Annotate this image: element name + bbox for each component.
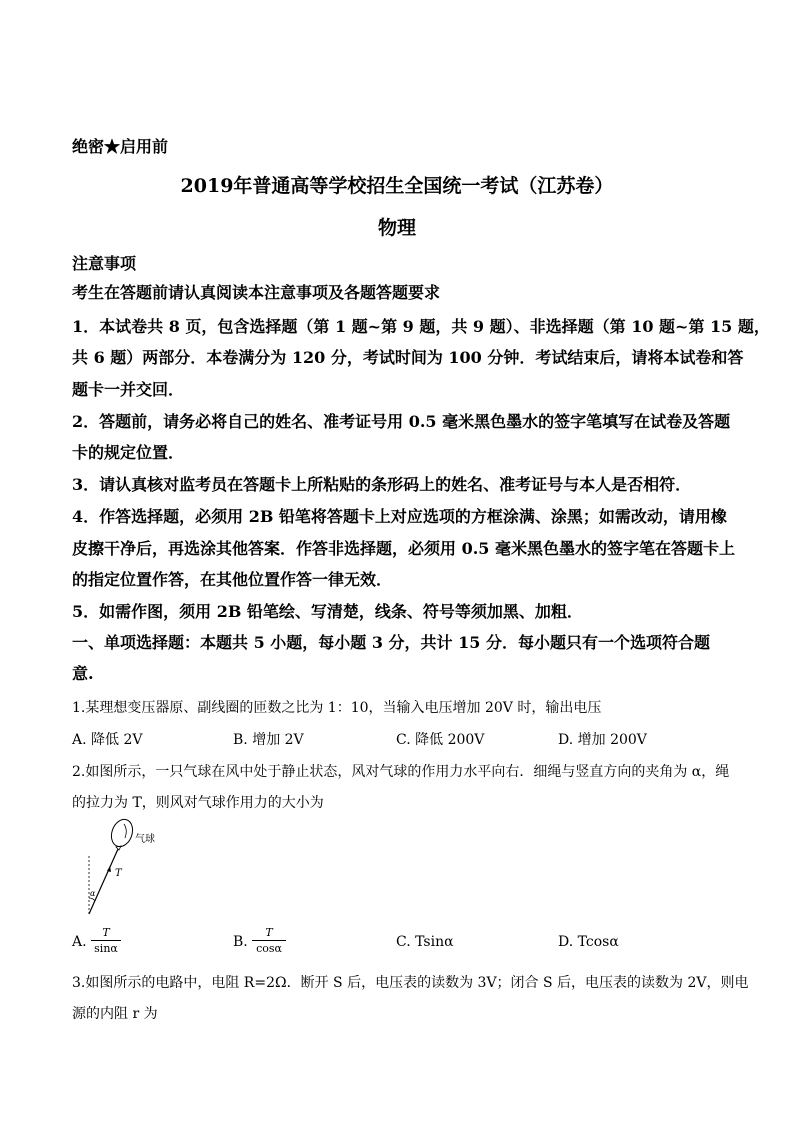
notice-line: 5．如需作图，须用 2B 铅笔绘、写清楚，线条、符号等须加黑、加粗．	[72, 602, 583, 621]
balloon-figure	[80, 814, 190, 920]
q2-option-c: C. Tsinα	[396, 934, 454, 950]
q2-option-a-fraction	[91, 926, 121, 955]
notice-line: 皮擦干净后，再选涂其他答案．作答非选择题，必须用 0.5 毫米黑色墨水的签字笔在答题卡上	[72, 539, 735, 558]
question-3-stem: 3.如图所示的电路中，电阻 R=2Ω．断开 S 后，电压表的读数为 3V；闭合 S 后，电压表的读数为 2V，则电	[72, 975, 749, 991]
question-2-stem: 2.如图所示，一只气球在风中处于静止状态，风对气球的作用力水平向右．细绳与竖直方向的夹角为 α，绳	[72, 764, 730, 780]
section-heading: 意.	[72, 664, 94, 683]
notice-line: 的指定位置作答，在其他位置作答一律无效．	[72, 570, 393, 589]
section-heading: 一、单项选择题：本题共 5 小题，每小题 3 分，共计 15 分．每小题只有一个选项符合题	[72, 633, 710, 652]
fraction-numerator: T	[265, 926, 273, 939]
notice-heading: 注意事项	[72, 254, 137, 273]
exam-title: 2019年普通高等学校招生全国统一考试（江苏卷）	[180, 175, 614, 197]
notice-intro: 考生在答题前请认真阅读本注意事项及各题答题要求	[72, 283, 441, 302]
q1-option-c: C. 降低 200V	[396, 732, 485, 748]
fraction-bar	[252, 940, 286, 941]
fraction-denominator: cosα	[256, 942, 282, 955]
fraction-denominator: sinα	[94, 942, 118, 955]
angle-label: α	[90, 889, 96, 898]
notice-line: 3．请认真核对监考员在答题卡上所粘贴的条形码上的姓名、准考证号与本人是否相符．	[72, 475, 692, 494]
notice-line: 卡的规定位置．	[72, 443, 185, 462]
question-1-stem: 1.某理想变压器原、副线圈的匝数之比为 1：10，当输入电压增加 20V 时，输出电压	[72, 700, 602, 716]
notice-line: 题卡一并交回．	[72, 380, 185, 399]
q2-option-d: D. Tcosα	[558, 934, 619, 950]
secret-label: 绝密★启用前	[72, 137, 169, 156]
notice-line: 1．本试卷共 8 页，包含选择题（第 1 题~第 9 题，共 9 题）、非选择题（第 10 题~第 15 题，	[72, 317, 770, 336]
tension-label: T	[115, 868, 122, 879]
q1-option-d: D. 增加 200V	[558, 732, 647, 748]
q2-option-a-label: A.	[72, 934, 87, 950]
notice-line: 共 6 题）两部分．本卷满分为 120 分，考试时间为 100 分钟．考试结束后，请将本试卷和答	[72, 348, 744, 367]
question-2-stem: 的拉力为 T，则风对气球作用力的大小为	[72, 795, 324, 811]
fraction-bar	[91, 940, 121, 941]
q1-option-b: B. 增加 2V	[233, 732, 304, 748]
notice-line: 4．作答选择题，必须用 2B 铅笔将答题卡上对应选项的方框涂满、涂黑；如需改动，请用橡	[72, 507, 727, 526]
subject-title: 物理	[377, 217, 416, 239]
fraction-numerator: T	[102, 926, 110, 939]
q1-option-a: A. 降低 2V	[72, 732, 143, 748]
notice-line: 2．答题前，请务必将自己的姓名、准考证号用 0.5 毫米黑色墨水的签字笔填写在试卷及答题	[72, 412, 731, 431]
q2-option-b-fraction	[252, 926, 286, 955]
balloon-label: 气球	[135, 834, 155, 845]
q2-option-b-label: B.	[233, 934, 248, 950]
question-3-stem: 源的内阻 r 为	[72, 1006, 158, 1022]
